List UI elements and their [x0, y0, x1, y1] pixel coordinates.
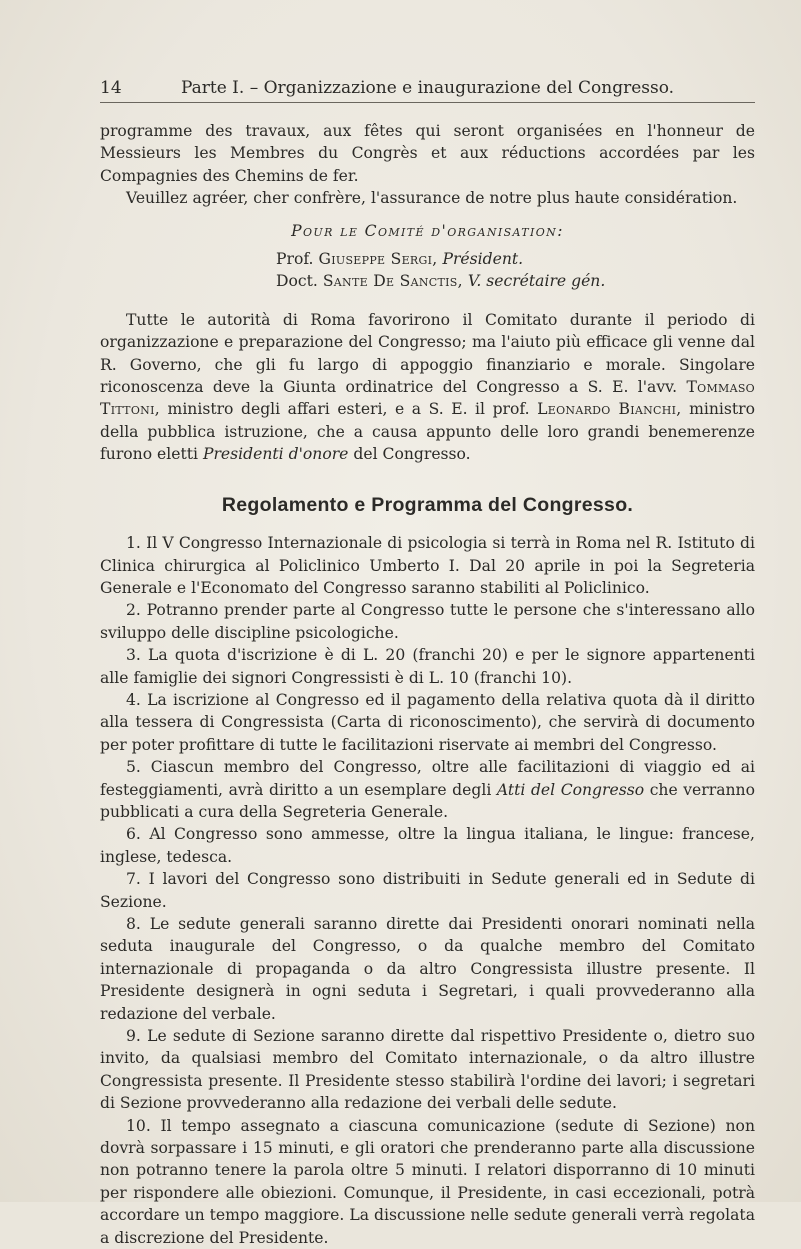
signer-secretary — [100, 270, 755, 292]
rule-7: 7. I lavori del Congresso sono distribuiti in Sedute generali ed in Sedute di Sezione. — [100, 870, 755, 911]
rule-5-emphasis: Atti del Congresso — [496, 780, 645, 799]
ack-text-3: ministro della pubblica istruzione, che a causa appunto delle loro grandi benemerenze furono eletti — [100, 400, 756, 464]
rule-3: 3. La quota d'iscrizione è di L. 20 (franchi 20) e per le signore appartenenti alle famiglie dei signori Congressisti è di L. 10 (franchi 10). — [100, 646, 755, 687]
rule-10: 10. Il tempo assegnato a ciascuna comunicazione (sedute di Sezione) non dovrà sorpassare i 15 minuti, e gli oratori che prenderanno parte alla discussione non potranno tenere la parola oltre 5 minuti. I relatori disporranno di 10 minuti per rispondere alle obiezioni. Comunque, il Presidente, in casi eccezionali, potrà accordare un tempo maggiore. La discussione nelle sedute generali verrà regolata a discrezione del Presidente. — [100, 1116, 755, 1247]
letter-salutation: Veuillez agréer, cher confrère, l'assurance de notre plus haute considération. — [126, 189, 738, 208]
section-title: Regolamento e Programma del Congresso. — [221, 493, 634, 516]
ack-emphasis: Presidenti d'onore — [202, 445, 349, 464]
rule-2: 2. Potranno prender parte al Congresso tutte le persone che s'interessano allo sviluppo delle discipline psicologiche. — [100, 601, 755, 642]
spacer — [100, 293, 755, 309]
ack-name-tittoni: Tommaso Tittoni, — [100, 378, 755, 419]
page-header — [100, 78, 755, 103]
committee-line — [100, 220, 755, 242]
rule-8: 8. Le sedute generali saranno dirette dai Presidenti onorari nominati nella seduta inaugurale del Congresso, o da qualche membro del Comitato internazionale di propaganda o da altro Congressista illustre presente. Il Presidente designerà in ogni seduta i Segretari, i quali provvederanno alla redazione del verbale. — [100, 915, 755, 1023]
signer1-title: Prof. — [276, 250, 314, 269]
rule-1: 1. Il V Congresso Internazionale di psicologia si terrà in Roma nel R. Istituto di Clinica chirurgica al Policlinico Umberto I. Dal 20 aprile in poi la Segreteria Generale e l'Economato del Congresso saranno stabiliti al Policlinico. — [100, 534, 755, 597]
rule-6: 6. Al Congresso sono ammesse, oltre la lingua italiana, le lingue: francese, inglese, tedesca. — [100, 825, 755, 866]
page-body — [100, 120, 755, 1249]
ack-name-bianchi: Leonardo Bianchi, — [537, 400, 682, 419]
ack-text-2: ministro degli affari esteri, e a S. E. il prof. — [167, 400, 530, 419]
running-head: Parte I. – Organizzazione e inaugurazione del Congresso. — [180, 78, 675, 98]
committee-text: Pour le Comité d'organisation: — [291, 221, 564, 240]
signer2-title: Doct. — [276, 272, 318, 291]
signer1-role: Président. — [442, 250, 524, 269]
ack-text-1: Tutte le autorità di Roma favorirono il Comitato durante il periodo di organizzazione e preparazione del Congresso; ma l'aiuto più efficace gli venne dal R. Governo, che gli fu largo di appoggio finanziario e morale. Singolare riconoscenza deve la Giunta ordinatrice del Congresso a S. E. l'avv. — [100, 310, 755, 397]
rule-5-text-b: che verranno pubblicati a cura della Segreteria Generale. — [100, 780, 755, 821]
signer2-name: Sante De Sanctis, — [322, 272, 463, 291]
rule-4: 4. La iscrizione al Congresso ed il pagamento della relativa quota dà il diritto alla tessera di Congressista (Carta di riconoscimento), che servirà di documento per poter profittare di tutte le facilitazioni riservate ai membri del Congresso. — [100, 690, 755, 754]
rule-9: 9. Le sedute di Sezione saranno dirette dal rispettivo Presidente o, dietro suo invito, da qualsiasi membro del Comitato internazionale, o da altro illustre Congressista presente. Il Presidente stesso stabilirà l'ordine dei lavori; i segretari di Sezione provvederanno alla redazione dei verbali delle sedute. — [100, 1027, 755, 1113]
page-number: 14 — [100, 78, 122, 98]
signer1-name: Giuseppe Sergi, — [318, 250, 438, 269]
signer2-role: V. secrétaire gén. — [467, 272, 606, 291]
letter-closing-paragraph: programme des travaux, aux fêtes qui seront organisées en l'honneur de Messieurs les Membres du Congrès et aux réductions accordées par les Compagnies des Chemins de fer. — [100, 122, 755, 185]
rule-5-text-a: 5. Ciascun membro del Congresso, oltre alle facilitazioni di viaggio ed ai festeggiamenti, avrà diritto a un esemplare degli — [100, 758, 755, 799]
rule-5 — [100, 756, 755, 823]
ack-text-4: del Congresso. — [353, 445, 471, 464]
acknowledgement-paragraph — [100, 309, 755, 466]
signer-president — [100, 248, 755, 270]
